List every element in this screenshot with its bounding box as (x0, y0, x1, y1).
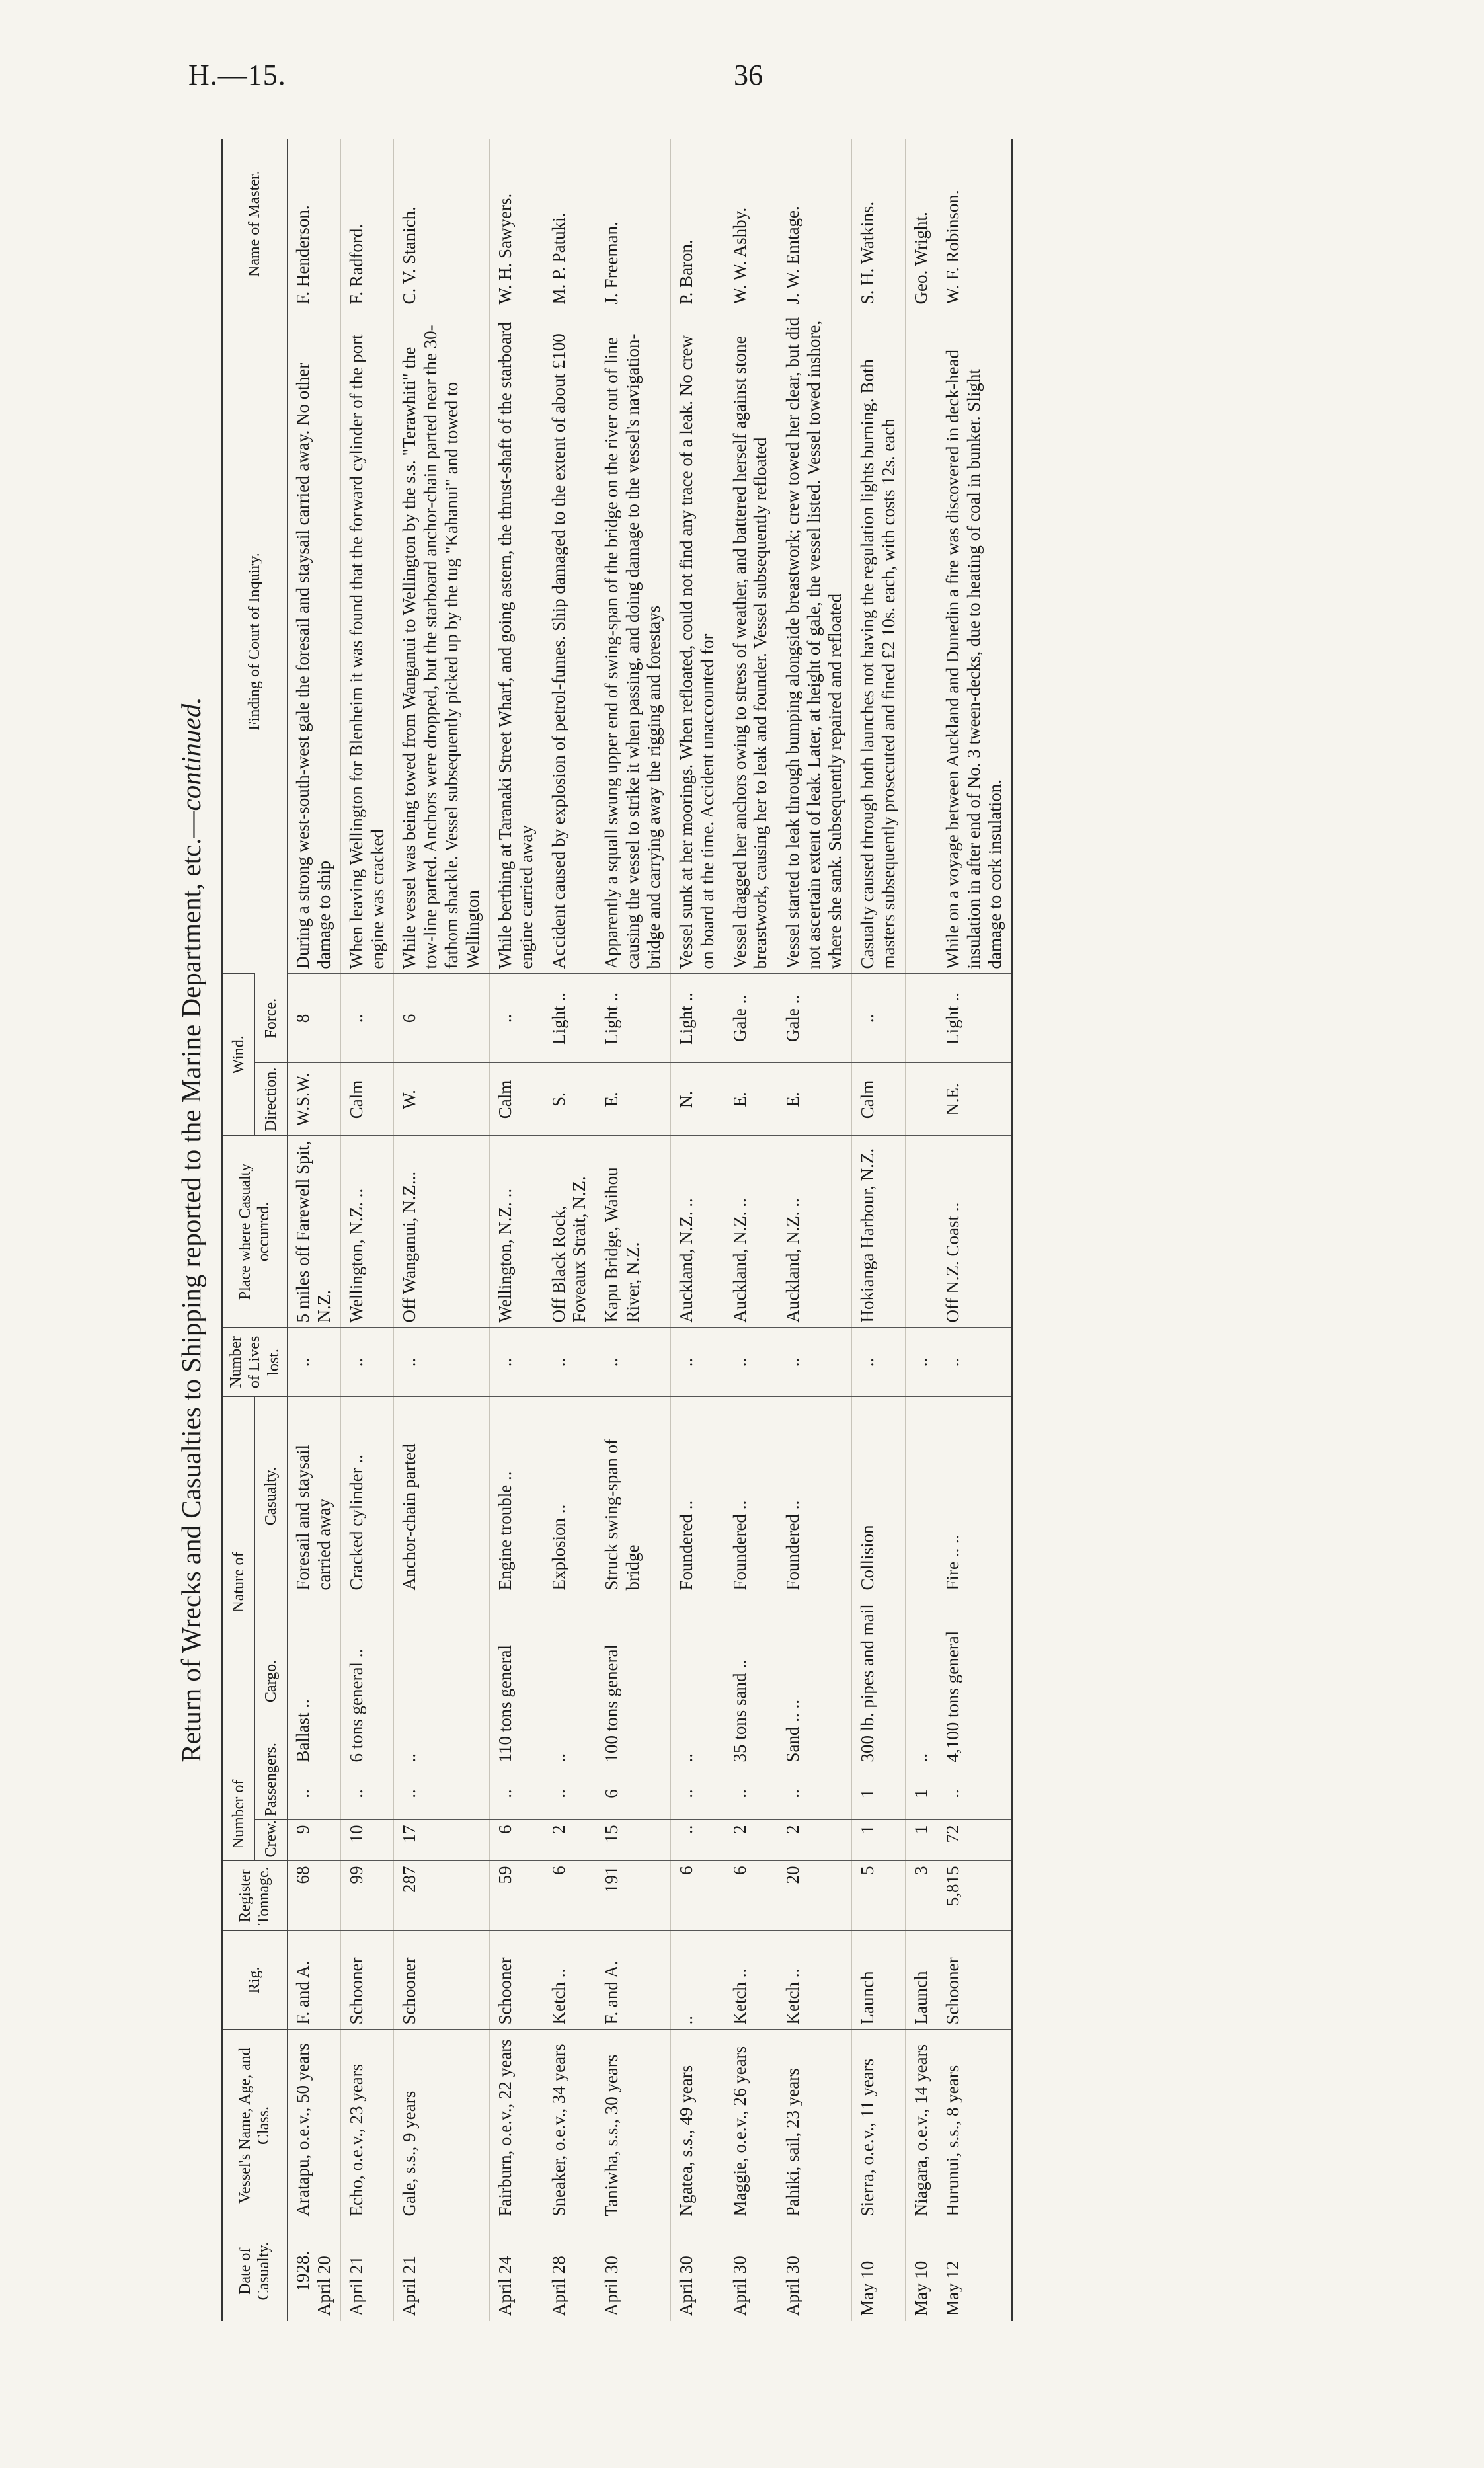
cell-crew: 2 (543, 1820, 596, 1861)
cell-date: April 30 (670, 2221, 724, 2321)
cell-cargo: .. (670, 1595, 724, 1767)
cell-date: April 21 (394, 2221, 489, 2321)
cell-crew: 72 (937, 1820, 1012, 1861)
cell-finding: Casualty caused through both launches not having the regulation lights burning. Both masters subsequently prosecuted and fined £2 10s. each, with costs 12s. each (851, 309, 905, 974)
cell-vessel: Echo, o.e.v., 23 years (340, 2030, 394, 2221)
cell-finding: When leaving Wellington for Blenheim it was found that the forward cylinder of the port engine was cracked (340, 309, 394, 974)
cell-master: J. Freeman. (602, 221, 622, 305)
cell-date: April 30 (777, 2221, 852, 2321)
header-cargo: Cargo. (255, 1595, 288, 1767)
cell-crew: 15 (596, 1820, 671, 1861)
cell-force: Gale .. (777, 974, 852, 1063)
table-row (905, 139, 937, 2321)
cell-passengers: .. (670, 1767, 724, 1820)
cell-master: S. H. Watkins. (857, 201, 877, 305)
table-row (287, 139, 340, 2321)
table-row (340, 139, 394, 2321)
table-head (222, 139, 287, 2321)
cell-force: .. (851, 974, 905, 1063)
cell-vessel: Hurunui, s.s., 8 years (937, 2030, 1012, 2221)
cell-tonnage: 3 (905, 1861, 937, 1931)
cell-casualty: Foresail and staysail carried away (287, 1397, 340, 1595)
cell-vessel: Fairburn, o.e.v., 22 years (489, 2030, 543, 2221)
cell-casualty: Struck swing-span of bridge (596, 1397, 671, 1595)
cell-finding: During a strong west-south-west gale the foresail and staysail carried away. No other damage to ship (287, 309, 340, 974)
cell-cargo: 35 tons sand .. (724, 1595, 777, 1767)
cell-casualty: Foundered .. (670, 1397, 724, 1595)
header-crew: Crew. (255, 1820, 288, 1861)
cell-crew: 1 (905, 1820, 937, 1861)
cell-finding: While on a voyage between Auckland and Dunedin a fire was discovered in deck-head insulation in after end of No. 3 tween-decks, due to heating of coal in bunker. Slight damage to cork insulation. (937, 309, 1012, 974)
table-row (670, 139, 724, 2321)
cell-force: Light .. (596, 974, 671, 1063)
cell-vessel: Ngatea, s.s., 49 years (670, 2030, 724, 2221)
cell-master: C. V. Stanich. (399, 206, 420, 305)
date-value: April 20 (313, 2256, 334, 2316)
header-wind: Wind. (222, 974, 255, 1136)
cell-place: Off Black Rock, Foveaux Strait, N.Z. (543, 1136, 596, 1328)
header-finding: Finding of Court of Inquiry. (222, 309, 287, 974)
cell-tonnage: 287 (394, 1861, 489, 1931)
cell-casualty: Engine trouble .. (489, 1397, 543, 1595)
cell-finding: Vessel dragged her anchors owing to stress of weather, and battered herself against stone breastwork, causing her to leak and founder. Vessel subsequently refloated (724, 309, 777, 974)
cell-direction: W.S.W. (287, 1063, 340, 1136)
cell-lives: .. (851, 1328, 905, 1397)
cell-cargo: 4,100 tons general (937, 1595, 1012, 1767)
cell-vessel: Sneaker, o.e.v., 34 years (543, 2030, 596, 2221)
rotated-table-area (155, 139, 1332, 2321)
cell-rig: Schooner (340, 1931, 394, 2030)
cell-finding: While vessel was being towed from Wanganui to Wellington by the s.s. "Terawhiti" the tow-line parted. Anchors were dropped, but the starboard anchor-chain parted near the 30-fathom shackle. Vessel subsequently picked up by the tug "Kahanui" and towed to Wellington (394, 309, 489, 974)
cell-date (287, 2221, 340, 2321)
cell-date: April 30 (724, 2221, 777, 2321)
header-lives: Number of Lives lost. (222, 1328, 287, 1397)
cell-passengers: .. (777, 1767, 852, 1820)
header-vessel: Vessel's Name, Age, and Class. (222, 2030, 287, 2221)
cell-vessel: Gale, s.s., 9 years (394, 2030, 489, 2221)
cell-passengers: .. (489, 1767, 543, 1820)
table-row (394, 139, 489, 2321)
cell-date: May 10 (851, 2221, 905, 2321)
cell-cargo: .. (394, 1595, 489, 1767)
cell-place: Wellington, N.Z. .. (489, 1136, 543, 1328)
cell-tonnage: 59 (489, 1861, 543, 1931)
cell-rig: Ketch .. (543, 1931, 596, 2030)
table-row (596, 139, 671, 2321)
cell-vessel: Maggie, o.e.v., 26 years (724, 2030, 777, 2221)
cell-direction: Calm (489, 1063, 543, 1136)
casualty-table (221, 139, 1013, 2321)
cell-direction: E. (724, 1063, 777, 1136)
header-direction: Direction. (255, 1063, 288, 1136)
header-number-of: Number of (222, 1767, 255, 1861)
cell-direction (905, 1063, 937, 1136)
cell-force: Light .. (937, 974, 1012, 1063)
cell-direction: S. (543, 1063, 596, 1136)
cell-master: W. F. Robinson. (937, 139, 1012, 309)
cell-passengers: .. (937, 1767, 1012, 1820)
cell-lives: .. (489, 1328, 543, 1397)
cell-tonnage: 6 (724, 1861, 777, 1931)
cell-force: Light .. (543, 974, 596, 1063)
cell-place: Off N.Z. Coast .. (937, 1136, 1012, 1328)
cell-date: April 28 (543, 2221, 596, 2321)
cell-master: F. Henderson. (292, 205, 313, 305)
cell-master: Geo. Wright. (910, 212, 931, 305)
cell-crew: .. (670, 1820, 724, 1861)
cell-tonnage: 191 (596, 1861, 671, 1931)
cell-tonnage: 6 (670, 1861, 724, 1931)
cell-force: .. (489, 974, 543, 1063)
cell-crew: 10 (340, 1820, 394, 1861)
cell-passengers: .. (394, 1767, 489, 1820)
cell-crew: 9 (287, 1820, 340, 1861)
table-title (175, 139, 207, 2321)
cell-passengers: 1 (851, 1767, 905, 1820)
cell-date: May 10 (905, 2221, 937, 2321)
cell-vessel: Taniwha, s.s., 30 years (596, 2030, 671, 2221)
cell-rig: Launch (851, 1931, 905, 2030)
table-row (777, 139, 852, 2321)
cell-cargo: 6 tons general .. (340, 1595, 394, 1767)
cell-direction: N.E. (937, 1063, 1012, 1136)
cell-master: J. W. Emtage. (783, 206, 803, 305)
cell-date: May 12 (937, 2221, 1012, 2321)
cell-place: 5 miles off Farewell Spit, N.Z. (287, 1136, 340, 1328)
cell-force (905, 974, 937, 1063)
cell-tonnage: 5,815 (937, 1861, 1012, 1931)
cell-force: Light .. (670, 974, 724, 1063)
cell-passengers: .. (287, 1767, 340, 1820)
cell-casualty: Cracked cylinder .. (340, 1397, 394, 1595)
cell-rig: Ketch .. (777, 1931, 852, 2030)
cell-master: P. Baron. (676, 239, 696, 305)
cell-master: W. W. Ashby. (729, 207, 750, 305)
cell-lives: .. (543, 1328, 596, 1397)
table-row (851, 139, 905, 2321)
cell-rig: Schooner (394, 1931, 489, 2030)
cell-date: April 30 (596, 2221, 671, 2321)
cell-cargo: 110 tons general (489, 1595, 543, 1767)
cell-finding: While berthing at Taranaki Street Wharf, and going astern, the thrust-shaft of the starboard engine carried away (489, 309, 543, 974)
cell-lives: .. (596, 1328, 671, 1397)
cell-vessel: Aratapu, o.e.v., 50 years (287, 2030, 340, 2221)
cell-tonnage: 68 (287, 1861, 340, 1931)
cell-crew: 1 (851, 1820, 905, 1861)
cell-casualty: Collision (851, 1397, 905, 1595)
header-force: Force. (255, 974, 288, 1063)
cell-rig: .. (670, 1931, 724, 2030)
cell-lives: .. (287, 1328, 340, 1397)
cell-cargo: .. (543, 1595, 596, 1767)
title-continued: continued. (176, 697, 206, 811)
cell-vessel: Niagara, o.e.v., 14 years (905, 2030, 937, 2221)
cell-direction: E. (596, 1063, 671, 1136)
cell-place (905, 1136, 937, 1328)
cell-passengers: .. (724, 1767, 777, 1820)
cell-direction: Calm (340, 1063, 394, 1136)
cell-casualty: Foundered .. (724, 1397, 777, 1595)
cell-finding (905, 309, 937, 974)
header-master: Name of Master. (222, 139, 287, 309)
cell-direction: W. (394, 1063, 489, 1136)
header-place: Place where Casualty occurred. (222, 1136, 287, 1328)
table-row (543, 139, 596, 2321)
header-tonnage: Register Tonnage. (222, 1861, 287, 1931)
cell-tonnage: 99 (340, 1861, 394, 1931)
cell-force: Gale .. (724, 974, 777, 1063)
table-row (724, 139, 777, 2321)
cell-rig: Schooner (489, 1931, 543, 2030)
cell-date: April 21 (340, 2221, 394, 2321)
cell-master: M. P. Patuki. (548, 212, 568, 305)
cell-finding: Vessel sunk at her moorings. When refloated, could not find any trace of a leak. No crew on board at the time. Accident unaccounted for (670, 309, 724, 974)
table-row (937, 139, 1012, 2321)
cell-place: Auckland, N.Z. .. (724, 1136, 777, 1328)
cell-cargo: Ballast .. (287, 1595, 340, 1767)
cell-casualty: Foundered .. (777, 1397, 852, 1595)
cell-place: Wellington, N.Z. .. (340, 1136, 394, 1328)
cell-place: Kapu Bridge, Waihou River, N.Z. (596, 1136, 671, 1328)
cell-finding: Accident caused by explosion of petrol-fumes. Ship damaged to the extent of about £100 (543, 309, 596, 974)
cell-passengers: .. (340, 1767, 394, 1820)
cell-finding: Apparently a squall swung upper end of swing-span of the bridge on the river out of line causing the vessel to strike it when passing, and doing damage to the vessel's navigation-bridge and carrying away the rigging and forestays (596, 309, 671, 974)
cell-cargo: 100 tons general (596, 1595, 671, 1767)
cell-cargo: 300 lb. pipes and mail (851, 1595, 905, 1767)
cell-vessel: Sierra, o.e.v., 11 years (851, 2030, 905, 2221)
cell-place: Auckland, N.Z. .. (777, 1136, 852, 1328)
cell-lives: .. (777, 1328, 852, 1397)
cell-passengers: 6 (596, 1767, 671, 1820)
cell-lives: .. (394, 1328, 489, 1397)
cell-place: Auckland, N.Z. .. (670, 1136, 724, 1328)
cell-lives: .. (670, 1328, 724, 1397)
cell-tonnage: 5 (851, 1861, 905, 1931)
cell-force: 6 (394, 974, 489, 1063)
cell-casualty: Fire .. .. (937, 1397, 1012, 1595)
cell-casualty: Anchor-chain parted (394, 1397, 489, 1595)
cell-direction: Calm (851, 1063, 905, 1136)
cell-tonnage: 20 (777, 1861, 852, 1931)
cell-vessel: Pahiki, sail, 23 years (777, 2030, 852, 2221)
cell-passengers: 1 (905, 1767, 937, 1820)
cell-rig: Schooner (937, 1931, 1012, 2030)
header-casualty: Casualty. (255, 1397, 288, 1595)
cell-rig: Ketch .. (724, 1931, 777, 2030)
cell-master: W. H. Sawyers. (494, 193, 515, 305)
cell-lives: .. (340, 1328, 394, 1397)
cell-crew: 17 (394, 1820, 489, 1861)
cell-direction: E. (777, 1063, 852, 1136)
cell-casualty: Explosion .. (543, 1397, 596, 1595)
cell-rig: Launch (905, 1931, 937, 2030)
title-main: Return of Wrecks and Casualties to Shipping reported to the Marine Department, etc.— (176, 811, 206, 1763)
header-passengers: Passengers. (255, 1767, 288, 1820)
header-nature-of: Nature of (222, 1397, 255, 1767)
cell-cargo: .. (905, 1595, 937, 1767)
header-date: Date of Casualty. (222, 2221, 287, 2321)
cell-rig: F. and A. (596, 1931, 671, 2030)
cell-master: F. Radford. (346, 223, 366, 305)
cell-rig: F. and A. (287, 1931, 340, 2030)
cell-force: .. (340, 974, 394, 1063)
table-body (287, 139, 1012, 2321)
cell-finding: Vessel started to leak through bumping alongside breastwork; crew towed her clear, but did not ascertain extent of leak. Later, at height of gale, the vessel listed. Vessel towed inshore, where she sank. Subsequently repaired and refloated (777, 309, 852, 974)
year-label: 1928. (292, 2250, 313, 2291)
cell-casualty (905, 1397, 937, 1595)
cell-crew: 2 (777, 1820, 852, 1861)
cell-place: Off Wanganui, N.Z... (394, 1136, 489, 1328)
cell-tonnage: 6 (543, 1861, 596, 1931)
table-row (489, 139, 543, 2321)
header-rig: Rig. (222, 1931, 287, 2030)
cell-direction: N. (670, 1063, 724, 1136)
cell-cargo: Sand .. .. (777, 1595, 852, 1767)
cell-date: April 24 (489, 2221, 543, 2321)
cell-lives: .. (724, 1328, 777, 1397)
page-reference: H.—15. (188, 59, 286, 91)
cell-passengers: .. (543, 1767, 596, 1820)
cell-crew: 6 (489, 1820, 543, 1861)
cell-lives: .. (937, 1328, 1012, 1397)
cell-force: 8 (287, 974, 340, 1063)
page-number: 36 (734, 59, 763, 91)
cell-lives: .. (905, 1328, 937, 1397)
cell-crew: 2 (724, 1820, 777, 1861)
cell-place: Hokianga Harbour, N.Z. (851, 1136, 905, 1328)
